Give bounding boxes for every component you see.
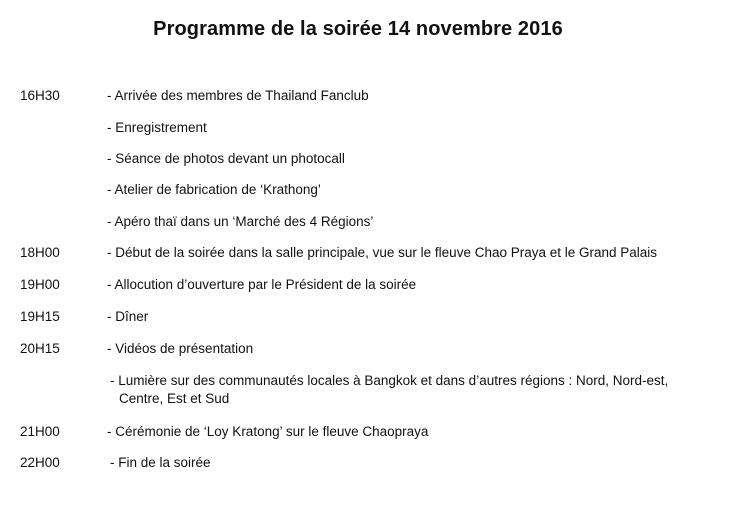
schedule-item: - Dîner	[107, 309, 149, 324]
page-title: Programme de la soirée 14 novembre 2016	[153, 18, 563, 40]
schedule-item: - Allocution d’ouverture par le Président de la soirée	[107, 277, 417, 292]
schedule-time: 16H30	[20, 88, 60, 103]
schedule-item-line-continued: Centre, Est et Sud	[119, 391, 230, 406]
schedule-item	[110, 372, 725, 408]
schedule-item: - Apéro thaï dans un ‘Marché des 4 Régions’	[107, 214, 374, 229]
schedule-item: - Cérémonie de ‘Loy Kratong’ sur le fleuve Chaopraya	[107, 424, 429, 439]
schedule-time: 22H00	[20, 455, 60, 470]
schedule-time: 19H15	[20, 309, 60, 324]
schedule-item-line: - Lumière sur des communautés locales à Bangkok et dans d’autres régions : Nord, Nord-est,	[110, 373, 669, 388]
schedule-time: 20H15	[20, 341, 60, 356]
schedule-time: 19H00	[20, 277, 60, 292]
schedule-time: 21H00	[20, 424, 60, 439]
schedule-item: - Vidéos de présentation	[107, 341, 254, 356]
schedule-item: - Séance de photos devant un photocall	[107, 151, 345, 166]
schedule-item: - Arrivée des membres de Thailand Fanclub	[107, 88, 369, 103]
schedule-item: - Début de la soirée dans la salle principale, vue sur le fleuve Chao Praya et le Grand Palais	[107, 245, 658, 260]
schedule-item: - Atelier de fabrication de ‘Krathong’	[107, 182, 321, 197]
schedule-item: - Enregistrement	[107, 120, 207, 135]
schedule-item: - Fin de la soirée	[110, 455, 211, 470]
schedule-time: 18H00	[20, 245, 60, 260]
